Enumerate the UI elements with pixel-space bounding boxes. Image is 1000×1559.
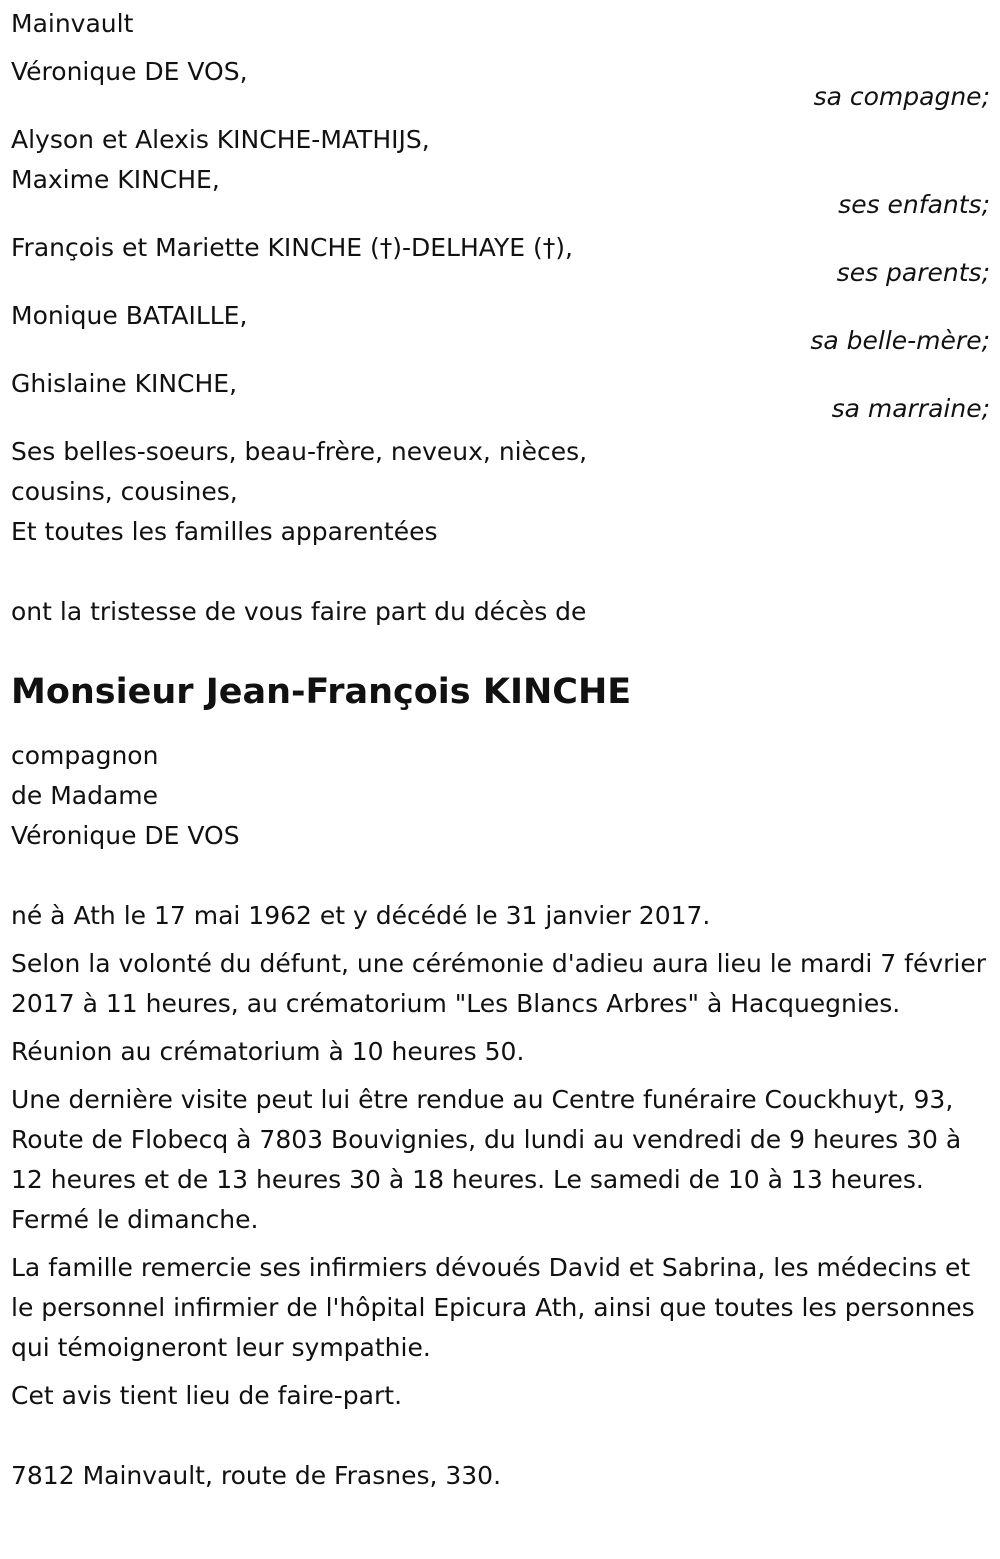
family-entry-godmother (11, 364, 990, 424)
ceremony-paragraph: Selon la volonté du défunt, une cérémonie d'adieu aura lieu le mardi 7 février 2017 à 11 heures, au crématorium "Les Blancs Arbres" à Hacquegnies. (11, 949, 986, 1018)
companion-line: Véronique DE VOS (11, 821, 240, 850)
visit-paragraph: Une dernière visite peut lui être rendue au Centre funéraire Couckhuyt, 93, Route de Flobecq à 7803 Bouvignies, du lundi au vendredi de 9 heures 30 à 12 heures et de 13 heures 30 à 18 heures. Le samedi de 10 à 13 heures. Fermé le dimanche. (11, 1085, 962, 1234)
meeting-paragraph: Réunion au crématorium à 10 heures 50. (11, 1037, 525, 1066)
address-text: 7812 Mainvault, route de Frasnes, 330. (11, 1461, 502, 1490)
family-role: ses enfants; (838, 190, 990, 219)
family-role: sa compagne; (813, 82, 990, 111)
family-name-line: Alyson et Alexis KINCHE-MATHIJS, (11, 125, 430, 154)
family-role: ses parents; (836, 258, 990, 287)
family-name-line: Ghislaine KINCHE, (11, 369, 238, 398)
family-entry-mother-in-law (11, 296, 990, 356)
family-name-line: François et Mariette KINCHE (†)-DELHAYE (†), (11, 233, 573, 262)
birth-death-paragraph: né à Ath le 17 mai 1962 et y décédé le 31 janvier 2017. (11, 901, 711, 930)
companion-line: compagnon (11, 741, 159, 770)
deceased-name: Monsieur Jean-François KINCHE (11, 672, 632, 712)
thanks-paragraph: La famille remercie ses infirmiers dévoués David et Sabrina, les médecins et le personnel infirmier de l'hôpital Epicura Ath, ainsi que toutes les personnes qui témoigneront leur sympathie. (11, 1253, 975, 1362)
family-entry-parents (11, 228, 990, 288)
notice-paragraph: Cet avis tient lieu de faire-part. (11, 1381, 403, 1410)
family-name-line: Maxime KINCHE, (11, 165, 220, 194)
family-name-line: Monique BATAILLE, (11, 301, 248, 330)
relatives-line: Et toutes les familles apparentées (11, 517, 438, 546)
family-role: sa marraine; (831, 394, 990, 423)
companion-block (11, 736, 990, 856)
family-entry-children (11, 120, 990, 220)
family-name-line: Véronique DE VOS, (11, 57, 248, 86)
family-entry-companion (11, 52, 990, 112)
relatives-line: cousins, cousines, (11, 477, 238, 506)
companion-line: de Madame (11, 781, 159, 810)
announcement-text: ont la tristesse de vous faire part du décès de (11, 597, 587, 626)
family-role: sa belle-mère; (810, 326, 990, 355)
relatives-block (11, 432, 990, 552)
header-location: Mainvault (11, 9, 134, 38)
relatives-line: Ses belles-soeurs, beau-frère, neveux, nièces, (11, 437, 588, 466)
